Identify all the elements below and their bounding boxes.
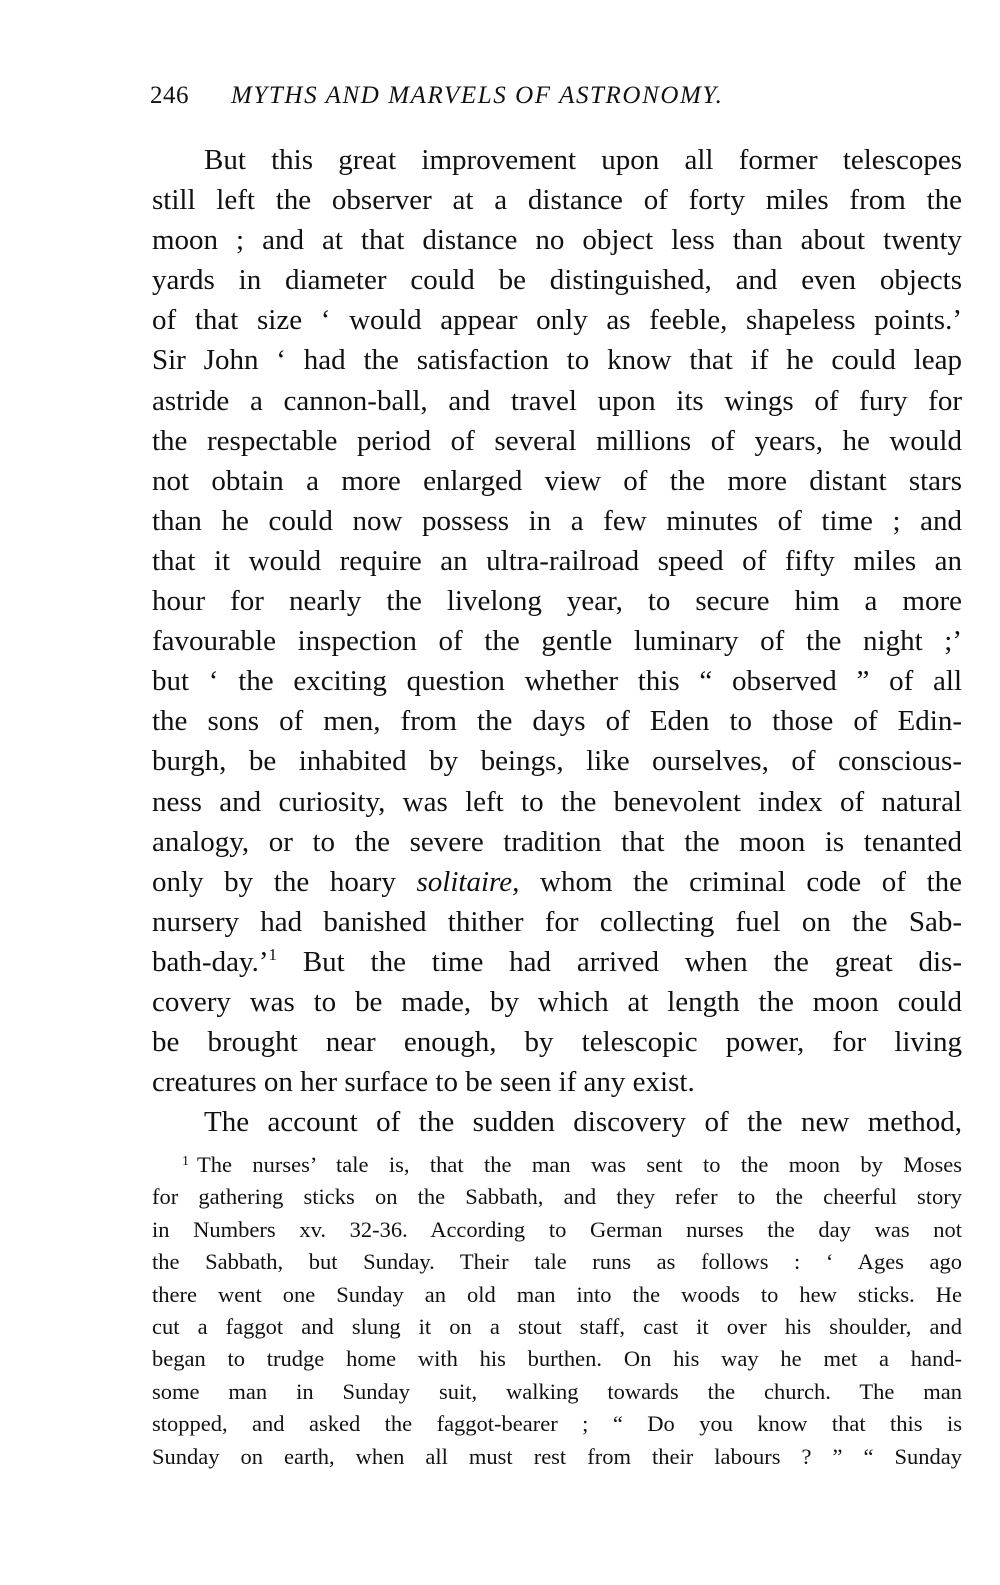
footnote-line: for gathering sticks on the Sabbath, and they refer to the cheerful story xyxy=(152,1184,962,1210)
text-line: that it would require an ultra-railroad speed of fifty miles an xyxy=(152,544,962,577)
footnote-line: stopped, and asked the faggot-bearer ; “ Do you know that this is xyxy=(152,1411,962,1437)
text-line: of that size ‘ would appear only as feeble, shapeless points.’ xyxy=(152,304,962,337)
text-line: but ‘ the exciting question whether this “ observed ” of all xyxy=(152,665,962,698)
footnote-line: began to trudge home with his burthen. On his way he met a hand- xyxy=(152,1346,962,1372)
text-line: Sir John ‘ had the satisfaction to know that if he could leap xyxy=(152,344,962,377)
footnote-line: there went one Sunday an old man into the woods to hew sticks. He xyxy=(152,1281,962,1307)
text-line: creatures on her surface to be seen if any exist. xyxy=(152,1066,695,1099)
text-line xyxy=(152,862,962,902)
text-line: astride a cannon-ball, and travel upon its wings of fury for xyxy=(152,384,962,417)
text-line xyxy=(152,942,962,982)
footnote-reference[interactable]: 1 xyxy=(268,944,277,964)
text-line: moon ; and at that distance no object less than about twenty xyxy=(152,224,962,257)
page-number: 246 xyxy=(150,82,189,109)
text-line: covery was to be made, by which at length the moon could xyxy=(152,985,962,1018)
text-line: the sons of men, from the days of Eden to those of Edin- xyxy=(152,705,962,738)
footnote xyxy=(152,1149,962,1473)
text-line: still left the observer at a distance of forty miles from the xyxy=(152,184,962,217)
text-line: burgh, be inhabited by beings, like ourselves, of conscious- xyxy=(152,745,962,778)
text-line: hour for nearly the livelong year, to secure him a more xyxy=(152,585,962,618)
line-fragment: whom the criminal code of the xyxy=(519,865,963,898)
line-fragment: bath-day.’ xyxy=(152,945,269,978)
text-line: the respectable period of several millions of years, he would xyxy=(152,424,962,457)
body-text xyxy=(152,140,962,1142)
footnote-line: the Sabbath, but Sunday. Their tale runs as follows : ‘ Ages ago xyxy=(152,1249,962,1275)
text-line: nursery had banished thither for collecting fuel on the Sab- xyxy=(152,905,962,938)
text-line: be brought near enough, by telescopic power, for living xyxy=(152,1026,962,1059)
footnote-marker: 1 xyxy=(182,1154,189,1169)
text-line: ness and curiosity, was left to the benevolent index of natural xyxy=(152,785,962,818)
footnote-line: some man in Sunday suit, walking towards the church. The man xyxy=(152,1378,962,1404)
footnote-text: The nurses’ tale is, that the man was sent to the moon by Moses xyxy=(197,1152,962,1177)
text-line: analogy, or to the severe tradition that the moon is tenanted xyxy=(152,825,962,858)
footnote-line: Sunday on earth, when all must rest from their labours ? ” “ Sunday xyxy=(152,1443,962,1469)
line-fragment: only by the hoary xyxy=(152,865,417,898)
running-title: MYTHS AND MARVELS OF ASTRONOMY. xyxy=(231,82,724,109)
text-line: favourable inspection of the gentle luminary of the night ;’ xyxy=(152,625,962,658)
text-line: than he could now possess in a few minutes of time ; and xyxy=(152,504,962,537)
italic-word: solitaire, xyxy=(416,865,520,898)
footnote-line: cut a faggot and slung it on a stout staff, cast it over his shoulder, and xyxy=(152,1313,962,1339)
text-line: The account of the sudden discovery of the new method, xyxy=(204,1106,962,1139)
text-line: not obtain a more enlarged view of the more distant stars xyxy=(152,464,962,497)
footnote-line: in Numbers xv. 32-36. According to German nurses the day was not xyxy=(152,1216,962,1242)
footnote-line xyxy=(152,1149,962,1181)
line-fragment: But the time had arrived when the great dis- xyxy=(276,945,962,978)
running-head xyxy=(150,76,962,116)
text-line: yards in diameter could be distinguished, and even objects xyxy=(152,264,962,297)
text-line: But this great improvement upon all former telescopes xyxy=(204,144,962,176)
